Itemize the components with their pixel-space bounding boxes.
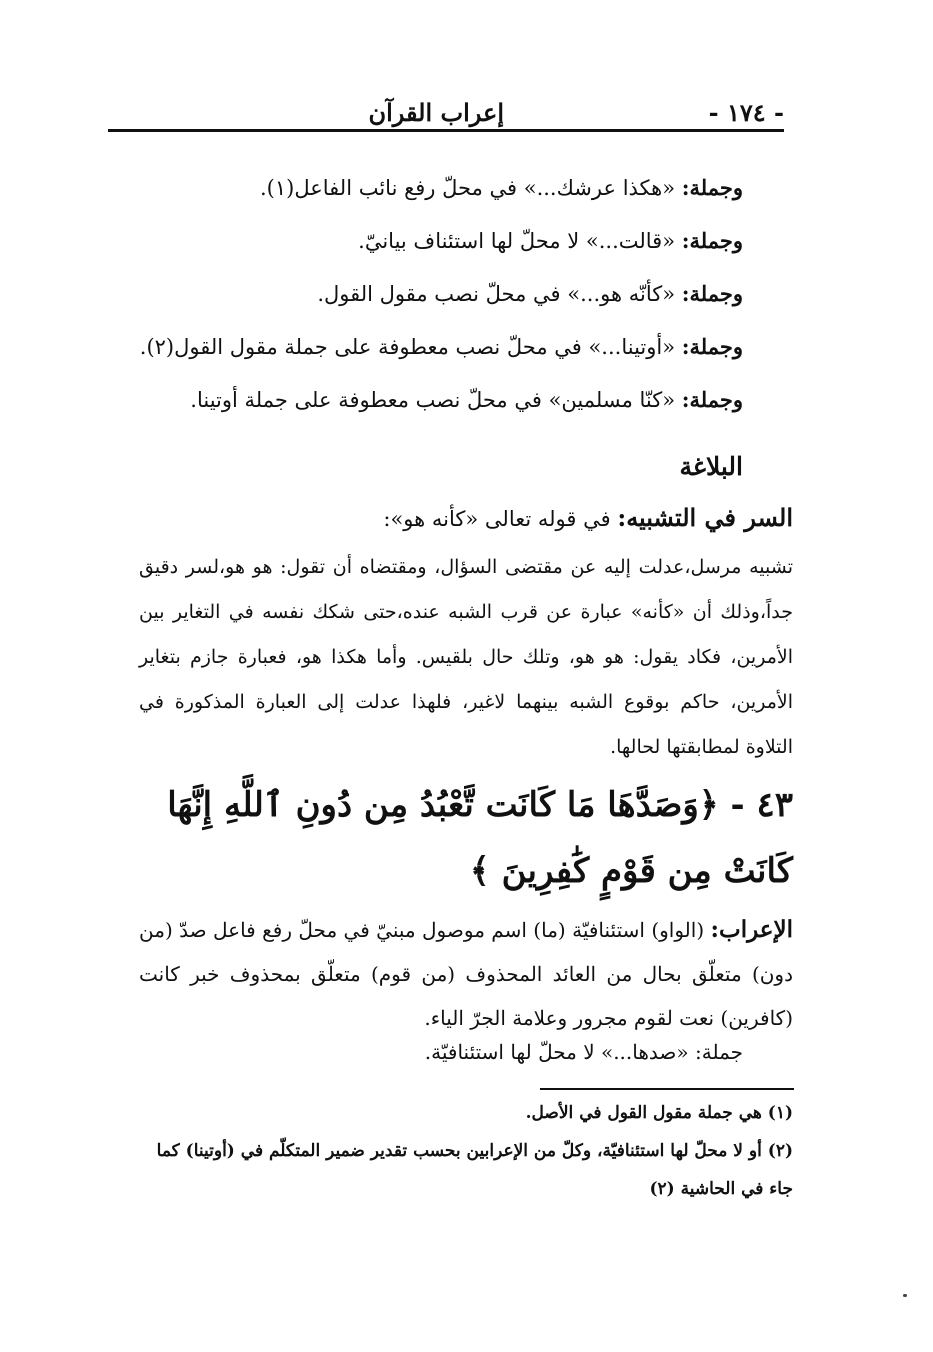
- sentence-line: جملة: «صدها...» لا محلّ لها استئنافيّة.: [424, 1040, 743, 1064]
- subheading-text: في قوله تعالى «كأنه هو»:: [383, 507, 611, 531]
- sentence-text: «كنّا مسلمين» في محلّ نصب معطوفة على جملة أوتينا.: [190, 388, 676, 412]
- sentence-text: «قالت...» لا محلّ لها استئناف بيانيّ.: [358, 229, 676, 253]
- irab-paragraph: [139, 908, 793, 1040]
- irab-key: الإعراب:: [710, 916, 794, 943]
- quran-verse: [133, 772, 793, 904]
- sentence-key: وجملة:: [681, 387, 743, 412]
- sentence-text: «هكذا عرشك...» في محلّ رفع نائب الفاعل(١).: [260, 176, 676, 200]
- subheading-key: السر في التشبيه:: [617, 503, 793, 532]
- page-number: - ١٧٤ -: [708, 98, 784, 127]
- sentence-key: وجملة:: [681, 228, 743, 253]
- verse-number: ٤٣ -: [730, 785, 793, 825]
- footnote: (١) هي جملة مقول القول في الأصل.: [525, 1103, 793, 1123]
- footnote-rule: [540, 1088, 794, 1090]
- subheading: [383, 503, 793, 532]
- header-rule: [108, 129, 784, 132]
- sentence-line: [260, 175, 743, 201]
- sentence-text: «كأنّه هو...» في محلّ نصب مقول القول.: [317, 282, 676, 306]
- sentence-key: وجملة:: [681, 281, 743, 306]
- verse-text: ﴿وَصَدَّهَا مَا كَانَت تَّعْبُدُ مِن دُونِ ٱللَّهِ إِنَّهَا كَانَتْ مِن قَوْمٍ كَٰفِرِينَ ﴾: [167, 785, 793, 891]
- sentence-line: [317, 281, 743, 307]
- page-header: [108, 92, 784, 132]
- sentence-line: [190, 387, 743, 413]
- footnote: (٢) أو لا محلّ لها استئنافيّة، وكلّ من الإعرابين بحسب تقدير ضمير المتكلّم في (أوتينا) كما جاء في الحاشية (٢): [156, 1141, 793, 1199]
- sentence-key: وجملة:: [681, 334, 743, 359]
- sentence-key: وجملة:: [681, 175, 743, 200]
- scan-speck: [903, 1294, 907, 1297]
- sentence-line: [358, 228, 743, 254]
- sentence-line: [140, 334, 743, 360]
- balagha-paragraph: تشبيه مرسل،عدلت إليه عن مقتضى السؤال، ومقتضاه أن تقول: هو هو،لسر دقيق جداً،وذلك أن «كأنه» عبارة عن قرب الشبه عنده،حتى شكك نفسه في التغاير بين الأمرين، فكاد يقول: هو هو، وتلك حال بلقيس. وأما هكذا هو، فعبارة جازم بتغاير الأمرين، حاكم بوقوع الشبه بينهما لاغير، فلهذا عدلت إلى العبارة المذكورة في التلاوة لمطابقتها لحالها.: [139, 556, 793, 758]
- sentence-text: «أوتينا...» في محلّ نصب معطوفة على جملة مقول القول(٢).: [139, 335, 676, 359]
- book-title: إعراب القرآن: [368, 98, 504, 127]
- section-heading: البلاغة: [679, 452, 743, 481]
- irab-text: (الواو) استئنافيّة (ما) اسم موصول مبنيّ في محلّ رفع فاعل صدّ (من دون) متعلّق بحال من العائد المحذوف (من قوم) متعلّق بمحذوف خبر كانت (كافرين) نعت لقوم مجرور وعلامة الجرّ الياء.: [139, 918, 793, 1030]
